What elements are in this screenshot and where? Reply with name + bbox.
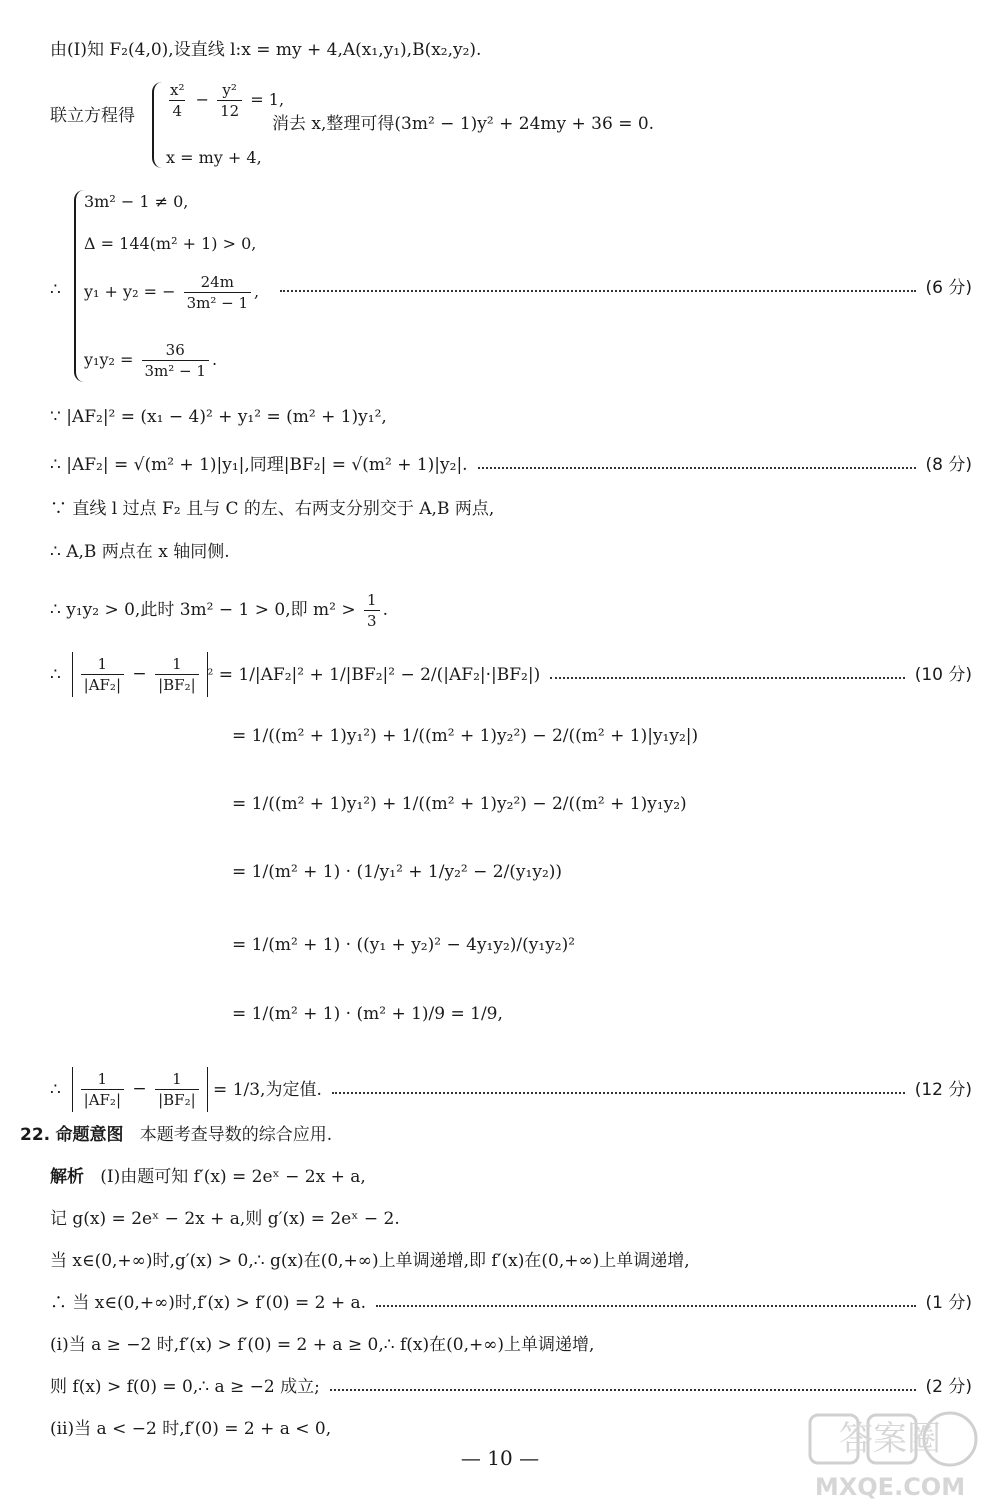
question-intent-label: 命题意图 <box>55 1125 124 1145</box>
score-label: (1 分) <box>925 1293 972 1313</box>
system-brace-large <box>74 190 84 382</box>
dot-leader <box>550 677 904 679</box>
text-line-10: ∴ A,B 两点在 x 轴同侧. <box>50 542 230 562</box>
system-brace <box>152 82 162 168</box>
dot-leader <box>376 1305 915 1307</box>
fraction <box>155 1069 199 1110</box>
solution-line-6 <box>50 1375 972 1399</box>
solution-text: (Ⅰ)由题可知 f′(x) = 2eˣ − 2x + a, <box>100 1167 366 1187</box>
denominator: 3m² − 1 <box>184 292 251 313</box>
solution-line-7: (ⅱ)当 a < −2 时,f′(0) = 2 + a < 0, <box>50 1419 332 1439</box>
text-line-11 <box>50 590 972 631</box>
text-line-8 <box>50 453 972 477</box>
question-22-header <box>20 1123 972 1147</box>
therefore-symbol: ∴ <box>50 280 61 300</box>
denominator: |BF₂| <box>155 674 199 695</box>
punctuation: . <box>211 350 218 369</box>
question-number: 22. <box>20 1125 51 1145</box>
solution-line-3: 当 x∈(0,+∞)时,g′(x) > 0,∴ g(x)在(0,+∞)上单调递增,即 f′(x)在(0,+∞)上单调递增, <box>50 1251 690 1271</box>
solution-line-1 <box>50 1165 972 1189</box>
derivation-step-2: = 1/((m² + 1)y₁²) + 1/((m² + 1)y₂²) − 2/((m² + 1)|y₁y₂|) <box>232 726 699 746</box>
square-exponent: ² <box>207 666 214 683</box>
score-row-6 <box>270 276 972 300</box>
score-label: (6 分) <box>925 278 972 298</box>
fraction <box>217 80 242 121</box>
solution-line-2: 记 g(x) = 2eˣ − 2x + a,则 g′(x) = 2eˣ − 2. <box>50 1209 400 1229</box>
score-label: (12 分) <box>914 1079 972 1100</box>
product-lhs: y₁y₂ = <box>84 350 134 369</box>
fraction <box>81 654 124 695</box>
numerator: 1 <box>172 655 182 673</box>
solution-line-5: (ⅰ)当 a ≥ −2 时,f′(x) > f′(0) = 2 + a ≥ 0,∴ f(x)在(0,+∞)上单调递增, <box>50 1335 595 1355</box>
condition-1: 3m² − 1 ≠ 0, <box>84 192 189 211</box>
derivation-step-1 <box>50 652 972 697</box>
denominator: 12 <box>217 100 242 121</box>
solution-text: 则 f(x) > f(0) = 0,∴ a ≥ −2 成立; <box>50 1377 320 1397</box>
derivation-rhs: = 1/|AF₂|² + 1/|BF₂|² − 2/(|AF₂|·|BF₂|) <box>218 664 541 685</box>
derivation-step-5: = 1/(m² + 1) · ((y₁ + y₂)² − 4y₁y₂)/(y₁y₂)² <box>232 935 576 955</box>
condition-4 <box>84 340 217 381</box>
dot-leader <box>332 1092 905 1094</box>
watermark-logo-icon <box>790 1405 990 1505</box>
system-suffix: 消去 x,整理可得(3m² − 1)y² + 24my + 36 = 0. <box>272 114 655 134</box>
numerator: 1 <box>172 1070 182 1088</box>
therefore-symbol: ∴ <box>50 1079 61 1100</box>
dot-leader <box>280 290 916 292</box>
condition-3 <box>84 272 259 313</box>
text-line-9: ∵ 直线 l 过点 F₂ 且与 C 的左、右两支分别交于 A,B 两点, <box>50 499 495 519</box>
conclusion-rhs: = 1/3,为定值. <box>213 1079 322 1100</box>
score-label: (8 分) <box>925 455 972 475</box>
numerator: 1 <box>97 1070 108 1088</box>
page-number: — 10 — <box>460 1446 540 1470</box>
fraction <box>142 340 209 381</box>
denominator: 3 <box>364 610 380 631</box>
denominator: |AF₂| <box>81 1089 124 1110</box>
fraction <box>81 1069 124 1110</box>
line-8-text: ∴ |AF₂| = √(m² + 1)|y₁|,同理|BF₂| = √(m² + 1)|y₂|. <box>50 455 468 475</box>
system-eq1 <box>164 80 284 121</box>
solution-label: 解析 <box>50 1167 84 1187</box>
numerator: x² <box>170 81 185 99</box>
derivation-step-3: = 1/((m² + 1)y₁²) + 1/((m² + 1)y₂²) − 2/((m² + 1)y₁y₂) <box>232 794 687 814</box>
fraction <box>364 590 380 631</box>
denominator: |BF₂| <box>155 1089 199 1110</box>
watermark-text: 答案圈 <box>839 1419 941 1459</box>
score-label: (2 分) <box>925 1377 972 1397</box>
derivation-step-4: = 1/(m² + 1) · (1/y₁² + 1/y₂² − 2/(y₁y₂)) <box>232 862 563 882</box>
numerator: y² <box>222 81 237 99</box>
fraction <box>167 80 187 121</box>
absolute-value: $\frac{1}{\text{|AF₂|}}$ − $\frac{1}{\text{|BF₂|}}$ <box>72 652 208 697</box>
minus-sign: − <box>195 90 209 109</box>
score-label: (10 分) <box>914 664 972 685</box>
punctuation: . <box>382 600 388 620</box>
therefore-symbol: ∴ <box>50 664 61 685</box>
denominator: |AF₂| <box>81 674 124 695</box>
question-intent-text: 本题考查导数的综合应用. <box>139 1125 333 1145</box>
dot-leader <box>330 1389 916 1391</box>
sum-lhs: y₁ + y₂ = − <box>84 282 176 301</box>
denominator: 4 <box>169 100 185 121</box>
numerator: 36 <box>165 341 185 359</box>
numerator: 1 <box>367 591 377 609</box>
derivation-step-6: = 1/(m² + 1) · (m² + 1)/9 = 1/9, <box>232 1004 503 1024</box>
solution-text: ∴ 当 x∈(0,+∞)时,f′(x) > f′(0) = 2 + a. <box>50 1293 367 1313</box>
watermark-url: MXQE.COM <box>814 1473 966 1501</box>
numerator: 24m <box>200 273 234 291</box>
solution-line-4 <box>50 1291 972 1315</box>
denominator: 3m² − 1 <box>142 360 209 381</box>
equation-rhs: = 1, <box>250 90 285 109</box>
dot-leader <box>478 467 916 469</box>
absolute-value: $\frac{1}{\text{|AF₂|}}$ − $\frac{1}{\text{|BF₂|}}$ <box>72 1067 208 1112</box>
condition-2: Δ = 144(m² + 1) > 0, <box>84 234 257 253</box>
system-eq2: x = my + 4, <box>166 148 262 167</box>
fraction <box>184 272 251 313</box>
line-11-text: ∴ y₁y₂ > 0,此时 3m² − 1 > 0,即 m² > <box>50 600 356 620</box>
fraction <box>155 654 199 695</box>
system-prefix: 联立方程得 <box>50 106 135 126</box>
punctuation: , <box>254 282 260 301</box>
text-line-1: 由(Ⅰ)知 F₂(4,0),设直线 l:x = my + 4,A(x₁,y₁),B(x₂,y₂). <box>50 40 482 60</box>
numerator: 1 <box>97 655 108 673</box>
derivation-conclusion <box>50 1067 972 1112</box>
text-line-7: ∵ |AF₂|² = (x₁ − 4)² + y₁² = (m² + 1)y₁², <box>50 407 387 427</box>
